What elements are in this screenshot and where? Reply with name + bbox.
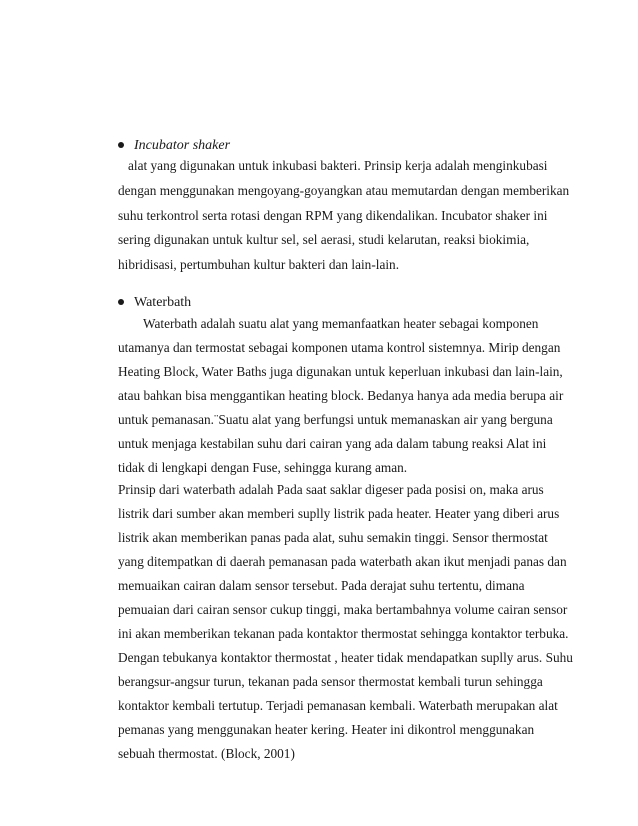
paragraph-line: dengan menggunakan mengoyang-goyangkan atau memutardan dengan memberikan xyxy=(118,183,570,198)
heading-waterbath: Waterbath xyxy=(134,295,192,310)
paragraph-line: untuk menjaga kestabilan suhu dari cairan yang ada dalam tabung reaksi Alat ini xyxy=(118,436,547,451)
paragraph-line: listrik dari sumber akan memberi suplly listrik pada heater. Heater yang diberi arus xyxy=(118,506,560,521)
paragraph-line: memuaikan cairan dalam sensor tersebut. Pada derajat suhu tertentu, dimana xyxy=(118,578,525,593)
paragraph-line: listrik akan memberikan panas pada alat, suhu semakin tinggi. Sensor thermostat xyxy=(118,530,548,545)
paragraph-line: alat yang digunakan untuk inkubasi bakteri. Prinsip kerja adalah menginkubasi xyxy=(128,158,548,173)
paragraph-line: berangsur-angsur turun, tekanan pada sensor thermostat kembali turun sehingga xyxy=(118,674,543,689)
paragraph-line: ini akan memberikan tekanan pada kontaktor thermostat sehingga kontaktor terbuka. xyxy=(118,626,569,641)
paragraph-line: kontaktor kembali tertutup. Terjadi pemanasan kembali. Waterbath merupakan alat xyxy=(118,698,558,713)
paragraph-line: sebuah thermostat. (Block, 2001) xyxy=(118,746,295,761)
paragraph-line: hibridisasi, pertumbuhan kultur bakteri dan lain-lain. xyxy=(118,257,400,272)
paragraph-line: untuk pemanasan.¨Suatu alat yang berfungsi untuk memanaskan air yang berguna xyxy=(118,412,553,427)
paragraph-line: yang ditempatkan di daerah pemanasan pada waterbath akan ikut menjadi panas dan xyxy=(118,554,567,569)
heading-incubator-shaker: Incubator shaker xyxy=(134,138,231,153)
paragraph-line: Waterbath adalah suatu alat yang memanfaatkan heater sebagai komponen xyxy=(143,316,539,331)
bullet-heading-waterbath xyxy=(118,294,191,312)
bullet-icon xyxy=(118,142,124,148)
paragraph-line: pemuaian dari cairan sensor cukup tinggi, maka bertambahnya volume cairan sensor xyxy=(118,602,568,617)
paragraph-line: sering digunakan untuk kultur sel, sel aerasi, studi kelarutan, reaksi biokimia, xyxy=(118,232,530,247)
bullet-heading-incubator-shaker xyxy=(118,137,230,155)
bullet-icon xyxy=(118,299,124,305)
paragraph-line: Heating Block, Water Baths juga digunakan untuk keperluan inkubasi dan lain-lain, xyxy=(118,364,563,379)
paragraph-line: suhu terkontrol serta rotasi dengan RPM yang dikendalikan. Incubator shaker ini xyxy=(118,208,548,223)
paragraph-line: atau bahkan bisa menggantikan heating block. Bedanya hanya ada media berupa air xyxy=(118,388,564,403)
paragraph-line: Dengan tebukanya kontaktor thermostat , heater tidak mendapatkan suplly arus. Suhu xyxy=(118,650,573,665)
paragraph-line: tidak di lengkapi dengan Fuse, sehingga kurang aman. xyxy=(118,460,408,475)
paragraph-line: pemanas yang menggunakan heater kering. Heater ini dikontrol menggunakan xyxy=(118,722,535,737)
paragraph-line: utamanya dan termostat sebagai komponen utama kontrol sistemnya. Mirip dengan xyxy=(118,340,561,355)
paragraph-line: Prinsip dari waterbath adalah Pada saat saklar digeser pada posisi on, maka arus xyxy=(118,482,544,497)
